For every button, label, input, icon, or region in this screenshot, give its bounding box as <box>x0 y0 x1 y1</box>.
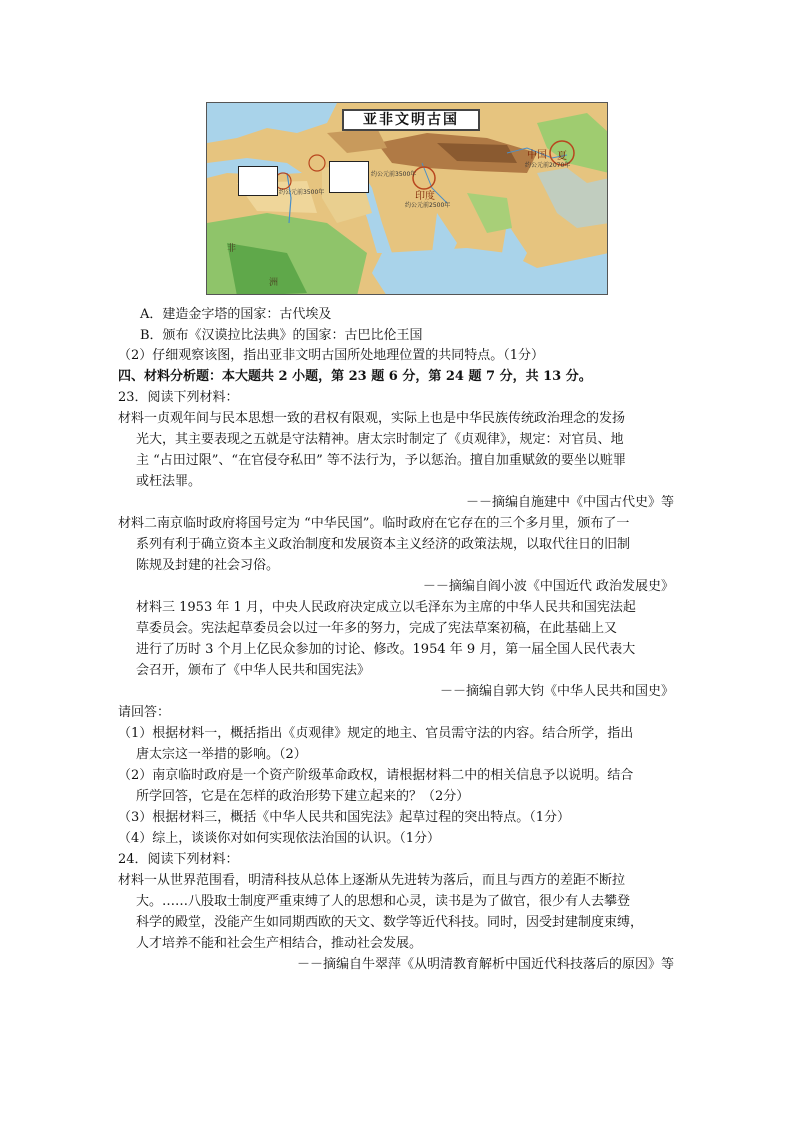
q23-m2-source: －－摘编自阎小波《中国近代 政治发展史》 <box>422 579 674 594</box>
q24-m1-line2: 大。……八股取士制度严重束缚了人的思想和心灵，读书是为了做官，很少有人去攀登 <box>136 894 631 909</box>
label-africa: 非 <box>227 244 237 254</box>
q23-sub4: （4）综上，谈谈你对如何实现依法治国的认识。（1分） <box>118 831 441 846</box>
q23-m1-line4: 或枉法罪。 <box>136 474 202 489</box>
q24-intro: 24．阅读下列材料： <box>118 852 239 867</box>
q23-m1-line3: 主 “占田过限”、“在官侵夺私田” 等不法行为，予以惩治。擅自加重赋敛的要坐以赃罪 <box>136 453 626 468</box>
q23-sub1-line1: （1）根据材料一，概括指出《贞观律》规定的地主、官员需守法的内容。结合所学，指出 <box>118 726 634 741</box>
option-a: A．建造金字塔的国家：古代埃及 <box>140 307 332 322</box>
label-xia: 夏 <box>557 151 567 162</box>
q23-m3-line3: 进行了历时 3 个月上亿民众参加的讨论、修改。1954 年 9 月，第一届全国人民代表大 <box>136 642 636 657</box>
question-22-2: （2）仔细观察该图，指出亚非文明古国所处地理位置的共同特点。（1分） <box>118 348 545 363</box>
blank-callout-babylon <box>329 161 369 193</box>
label-egypt-date: 约公元前3500年 <box>279 189 325 196</box>
section-4-title: 四、材料分析题：本大题共 2 小题，第 23 题 6 分，第 24 题 7 分，共 13 分。 <box>118 369 592 384</box>
q23-m2-line1: 材料二南京临时政府将国号定为 “中华民国”。临时政府在它存在的三个多月里，颁布了一 <box>118 516 630 531</box>
q23-m2-line3: 陈规及封建的社会习俗。 <box>136 558 280 573</box>
q23-m2-line2: 系列有利于确立资本主义政治制度和发展资本主义经济的政策法规，以取代往日的旧制 <box>136 537 631 552</box>
q23-sub2-line2: 所学回答，它是在怎样的政治形势下建立起来的？（2分） <box>136 789 470 804</box>
label-continent: 洲 <box>269 278 279 288</box>
q23-m1-line1: 材料一贞观年间与民本思想一致的君权有限观，实际上也是中华民族传统政治理念的发扬 <box>118 411 626 426</box>
label-india: 印度 <box>415 191 435 202</box>
q23-sub1-line2: 唐太宗这一举措的影响。（2） <box>136 747 307 762</box>
label-india-date: 约公元前2500年 <box>405 202 451 209</box>
label-china-date: 约公元前2070年 <box>525 162 571 169</box>
q23-m3-source: －－摘编自郭大钧《中华人民共和国史》 <box>439 684 674 699</box>
q23-sub3: （3）根据材料三，概括《中华人民共和国宪法》起草过程的突出特点。（1分） <box>118 810 571 825</box>
q23-m3-line1: 材料三 1953 年 1 月，中央人民政府决定成立以毛泽东为主席的中华人民共和国宪法起 <box>136 600 636 615</box>
q24-m1-line1: 材料一从世界范围看，明清科技从总体上逐渐从先进转为落后，而且与西方的差距不断拉 <box>118 873 626 888</box>
q23-intro: 23．阅读下列材料： <box>118 390 239 405</box>
q24-m1-source: －－摘编自牛翠萍《从明清教育解析中国近代科技落后的原因》等 <box>296 957 674 972</box>
map-figure <box>206 102 608 295</box>
map-terrain <box>207 103 608 295</box>
q24-m1-line3: 科学的殿堂，没能产生如同期西欧的天文、数学等近代科技。同时，因受封建制度束缚， <box>136 915 644 930</box>
blank-callout-egypt <box>238 166 278 196</box>
label-babylon-date: 约公元前3500年 <box>371 171 417 178</box>
q23-ask: 请回答： <box>118 705 171 720</box>
map-title: 亚非文明古国 <box>342 109 480 131</box>
q23-m1-line2: 光大，其主要表现之五就是守法精神。唐太宗时制定了《贞观律》，规定：对官员、地 <box>136 432 624 447</box>
option-b: B．颁布《汉谟拉比法典》的国家：古巴比伦王国 <box>140 328 423 343</box>
q23-m1-source: －－摘编自施建中《中国古代史》等 <box>465 495 674 510</box>
label-china: 中国 <box>527 150 547 161</box>
q23-m3-line4: 会召开，颁布了《中华人民共和国宪法》 <box>136 663 371 678</box>
q23-sub2-line1: （2）南京临时政府是一个资产阶级革命政权，请根据材料二中的相关信息予以说明。结合 <box>118 768 634 783</box>
q24-m1-line4: 人才培养不能和社会生产相结合，推动社会发展。 <box>136 936 423 951</box>
q23-m3-line2: 草委员会。宪法起草委员会以过一年多的努力，完成了宪法草案初稿，在此基础上又 <box>136 621 618 636</box>
